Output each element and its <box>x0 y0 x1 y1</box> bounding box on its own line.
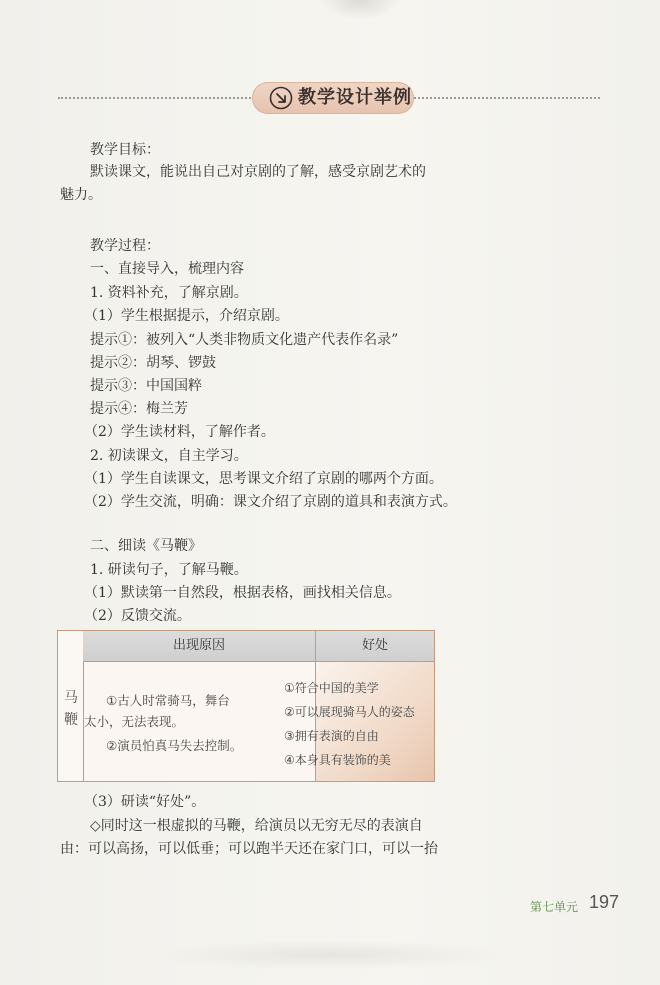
part2-line: （1）默读第一自然段，根据表格，画找相关信息。 <box>84 585 401 601</box>
process-heading: 教学过程： <box>90 238 160 254</box>
after-table-line: （3）研读“好处”。 <box>84 794 206 810</box>
scan-shadow <box>150 940 510 970</box>
goal-line-1: 默读课文，能说出自己对京剧的了解，感受京剧艺术的 <box>90 164 426 180</box>
reason-line: 太小，无法表现。 <box>84 714 185 729</box>
goal-line-2: 魅力。 <box>60 187 102 203</box>
benefit-line: ③拥有表演的自由 <box>284 729 379 743</box>
reason-line: ①古人时常骑马，舞台 <box>106 693 230 708</box>
unit-label: 第七单元 <box>530 900 579 914</box>
section-banner <box>252 82 414 114</box>
column-header-benefit: 好处 <box>361 638 388 653</box>
part1-title: 一、直接导入，梳理内容 <box>90 261 244 277</box>
part1-line: （2）学生交流，明确：课文介绍了京剧的道具和表演方式。 <box>84 494 457 510</box>
table-row-header <box>58 631 84 781</box>
part1-line: （1）学生根据提示，介绍京剧。 <box>84 308 289 324</box>
banner-dotted-line-right <box>414 97 600 99</box>
part1-line: 提示③：中国国粹 <box>90 378 202 394</box>
part1-line: （1）学生自读课文，思考课文介绍了京剧的哪两个方面。 <box>84 471 443 487</box>
part1-line: （2）学生读材料，了解作者。 <box>84 424 275 440</box>
benefit-line: ④本身具有装饰的美 <box>284 753 391 767</box>
goal-heading: 教学目标： <box>90 142 160 158</box>
answer-line-1: ◇同时这一根虚拟的马鞭，给演员以无穷无尽的表演自 <box>90 818 423 834</box>
horsewhip-table <box>57 630 435 782</box>
part2-line: 1. 研读句子，了解马鞭。 <box>90 562 248 578</box>
arrow-down-right-icon <box>269 86 293 110</box>
section-title: 教学设计举例 <box>298 87 412 108</box>
banner-dotted-line-left <box>58 97 254 99</box>
column-header-reason: 出现原因 <box>172 638 225 653</box>
table-header <box>83 631 434 662</box>
part1-line: 2. 初读课文，自主学习。 <box>90 448 248 464</box>
part1-line: 提示②：胡琴、锣鼓 <box>90 355 216 371</box>
part1-line: 1. 资料补充，了解京剧。 <box>90 285 248 301</box>
scan-smudge <box>320 0 400 20</box>
benefit-line: ①符合中国的美学 <box>284 681 379 695</box>
answer-line-2: 由：可以高扬，可以低垂；可以跑半天还在家门口，可以一抬 <box>60 841 438 857</box>
benefit-line: ②可以展现骑马人的姿态 <box>284 705 415 719</box>
part2-title: 二、细读《马鞭》 <box>90 538 202 554</box>
part1-line: 提示①：被列入“人类非物质文化遗产代表作名录” <box>90 332 399 348</box>
row-header-label: 马鞭 <box>64 690 78 728</box>
reason-line: ②演员怕真马失去控制。 <box>106 738 243 753</box>
part2-line: （2）反馈交流。 <box>84 608 191 624</box>
page-number: 197 <box>589 892 620 912</box>
part1-line: 提示④：梅兰芳 <box>90 401 188 417</box>
